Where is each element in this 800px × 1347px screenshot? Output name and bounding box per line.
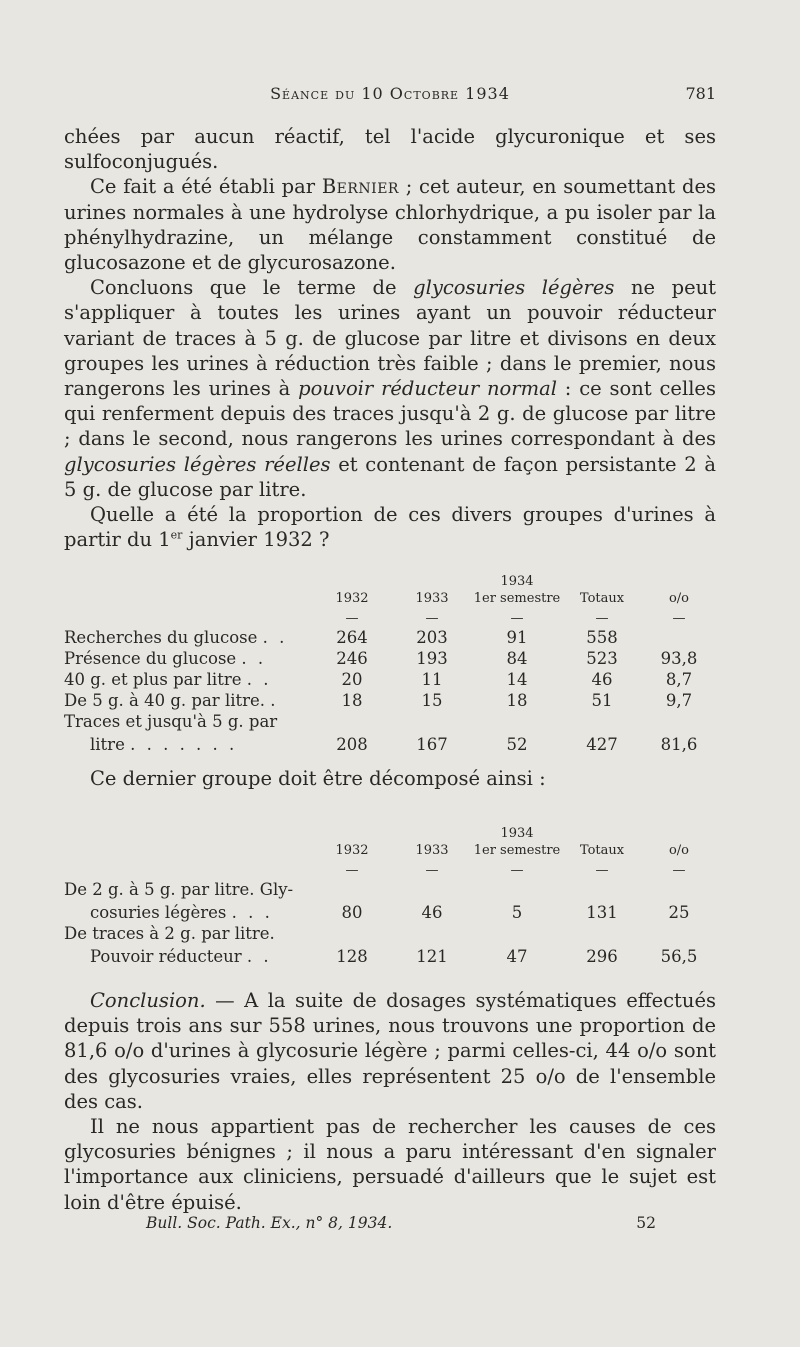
closing-paragraph: Il ne nous appartient pas de rechercher les causes de ces glycosuries bénignes ; il nous a paru intéressant d'en signaler l'importance aux cliniciens, persuadé d'ailleurs que le sujet est loin d'être épuisé. xyxy=(64,1115,716,1214)
p4-text-a: Quelle a été la proportion de ces divers groupes d'urines à partir du 1 xyxy=(64,503,716,552)
cell-percent: 8,7 xyxy=(665,670,693,689)
header-1934-semester: 1er semestre xyxy=(473,843,561,858)
dash: — xyxy=(425,611,439,626)
cell-1932: 246 xyxy=(336,649,368,668)
cell-totaux: 131 xyxy=(586,903,618,922)
table-row-label-continued xyxy=(64,710,716,731)
cell-1934: 14 xyxy=(506,670,528,689)
conclusion-section xyxy=(64,988,716,1215)
header-totaux: Totaux xyxy=(579,843,625,858)
cell-percent: 25 xyxy=(668,903,690,922)
leader-dots: . . xyxy=(262,628,288,647)
cell-1933: 11 xyxy=(421,670,443,689)
row-label-text: De traces à 2 g. par litre. xyxy=(64,924,275,943)
p3-italic-2: pouvoir réducteur normal xyxy=(298,377,557,401)
table-row xyxy=(64,647,716,668)
row-label-text: 40 g. et plus par litre xyxy=(64,670,242,689)
cell-1932: 80 xyxy=(341,903,363,922)
p3-italic-3: glycosuries légères réelles xyxy=(64,452,331,476)
p3-text-b: ne peut s'appliquer à toutes les urines ayant un pouvoir réducteur variant de traces à 5 g. de glucose par litre et divisons en deux groupes les urines à réduction très faible ; dans le premier, nous rangerons les urines à xyxy=(64,276,717,401)
header-percent: o/o xyxy=(668,843,690,858)
cell-1934: 47 xyxy=(506,947,528,966)
cell-1934: 52 xyxy=(506,735,528,754)
dash: — xyxy=(595,863,609,878)
dash: — xyxy=(345,863,359,878)
leader-dots: . . xyxy=(241,649,267,668)
paragraph-3 xyxy=(64,275,716,502)
p2-text-b: ; cet auteur, en soumettant des urines normales à une hydrolyse chlorhydrique, a pu isoler par la phénylhydrazine, un mélange constamment constitué de glucosazone et de glycurosazone. xyxy=(64,175,717,275)
cell-1933: 46 xyxy=(421,903,443,922)
middle-text: Ce dernier groupe doit être décomposé ainsi : xyxy=(90,767,546,790)
cell-1932: 18 xyxy=(341,691,363,710)
p2-text-a: Ce fait a été établi par xyxy=(90,175,322,199)
header-1932: 1932 xyxy=(335,591,369,606)
cell-1933: 121 xyxy=(416,947,448,966)
header-1932: 1932 xyxy=(335,843,369,858)
header-1933: 1933 xyxy=(415,843,449,858)
header-totaux: Totaux xyxy=(579,591,625,606)
cell-totaux: 427 xyxy=(586,735,618,754)
cell-percent: 56,5 xyxy=(660,947,698,966)
dash: — xyxy=(345,611,359,626)
body-text xyxy=(64,124,716,552)
cell-totaux: 523 xyxy=(586,649,618,668)
p3-italic-1: glycosuries légères xyxy=(413,276,615,300)
table-row xyxy=(64,689,716,710)
leader-dots: . xyxy=(270,691,279,710)
leader-dots: . . xyxy=(246,947,272,966)
page-number: 781 xyxy=(685,84,716,103)
row-label xyxy=(64,626,312,647)
conclusion-paragraph xyxy=(64,988,716,1114)
leader-dots: . . xyxy=(246,670,272,689)
conclusion-text: — A la suite de dosages systématiques effectués depuis trois ans sur 558 urines, nous trouvons une proportion de 81,6 o/o d'urines à glycosurie légère ; parmi celles-ci, 44 o/o sont des glycosuries vraies, elles représentent 25 o/o de l'ensemble des cas. xyxy=(64,989,716,1113)
row-label-text: litre xyxy=(90,735,125,754)
row-label xyxy=(64,689,312,710)
leader-dots: . . . xyxy=(231,903,273,922)
cell-1934: 18 xyxy=(506,691,528,710)
dash: — xyxy=(425,863,439,878)
dash: — xyxy=(672,863,686,878)
cell-totaux: 558 xyxy=(586,628,618,647)
header-1934-year: 1934 xyxy=(500,574,534,589)
table-row-label-continued xyxy=(64,922,716,943)
cell-1932: 264 xyxy=(336,628,368,647)
cell-1933: 193 xyxy=(416,649,448,668)
dash: — xyxy=(510,863,524,878)
running-header xyxy=(64,84,716,108)
cell-totaux: 46 xyxy=(591,670,613,689)
row-label-text: De 2 g. à 5 g. par litre. Gly- xyxy=(64,880,294,899)
header-percent: o/o xyxy=(668,591,690,606)
p3-text-d: et contenant de façon persistante 2 à 5 g. de glucose par litre. xyxy=(64,452,716,501)
dash: — xyxy=(595,611,609,626)
row-label xyxy=(64,943,312,966)
paragraph-2 xyxy=(64,174,716,275)
header-1933: 1933 xyxy=(415,591,449,606)
glucose-table xyxy=(64,570,716,754)
row-label xyxy=(64,899,312,922)
cell-percent: 9,7 xyxy=(665,691,693,710)
header-title: Séance du 10 Octobre 1934 xyxy=(270,84,510,103)
dash-row xyxy=(64,858,716,878)
table-row-label-continued xyxy=(64,878,716,899)
header-1934-year: 1934 xyxy=(500,826,534,841)
paragraph-1: chées par aucun réactif, tel l'acide glycuronique et ses sulfoconjugués. xyxy=(64,125,716,174)
table-header-row xyxy=(64,841,716,858)
footer xyxy=(146,1214,656,1232)
dash: — xyxy=(510,611,524,626)
cell-1934: 84 xyxy=(506,649,528,668)
row-label-text: Pouvoir réducteur xyxy=(90,947,242,966)
table-row xyxy=(64,668,716,689)
cell-percent: 81,6 xyxy=(660,735,698,754)
cell-1934: 5 xyxy=(511,903,523,922)
cell-totaux: 296 xyxy=(586,947,618,966)
cell-percent xyxy=(642,626,716,647)
p4-superscript: er xyxy=(170,528,183,542)
table-row xyxy=(64,731,716,754)
table-row xyxy=(64,626,716,647)
cell-1933: 15 xyxy=(421,691,443,710)
table-header-row-top xyxy=(64,570,716,589)
paragraph-4 xyxy=(64,502,716,552)
cell-1932: 128 xyxy=(336,947,368,966)
journal-reference: Bull. Soc. Path. Ex., n° 8, 1934. xyxy=(146,1214,393,1232)
cell-1932: 20 xyxy=(341,670,363,689)
table-header-row xyxy=(64,589,716,606)
header-1934-semester: 1er semestre xyxy=(473,591,561,606)
dash: — xyxy=(672,611,686,626)
p3-text-c: : ce sont celles qui renferment depuis des traces jusqu'à 2 g. de glucose par litre ; dans le second, nous rangerons les urines correspondant à des xyxy=(64,377,716,451)
cell-1932: 208 xyxy=(336,735,368,754)
row-label-text: Présence du glucose xyxy=(64,649,237,668)
conclusion-label: Conclusion. xyxy=(90,989,206,1012)
dash-row xyxy=(64,606,716,626)
row-label-text: De 5 g. à 40 g. par litre. xyxy=(64,691,266,710)
p4-text-b: janvier 1932 ? xyxy=(182,528,330,552)
p3-text-a: Concluons que le terme de xyxy=(90,276,414,300)
row-label xyxy=(64,731,312,754)
row-label xyxy=(64,668,312,689)
author-name: Bernier xyxy=(321,175,399,199)
table-row xyxy=(64,943,716,966)
leader-dots: . . . . . . . xyxy=(130,735,238,754)
cell-1933: 203 xyxy=(416,628,448,647)
row-label-text: cosuries légères xyxy=(90,903,227,922)
table-row xyxy=(64,899,716,922)
cell-percent: 93,8 xyxy=(660,649,698,668)
signature-mark: 52 xyxy=(636,1214,656,1232)
cell-1933: 167 xyxy=(416,735,448,754)
cell-totaux: 51 xyxy=(591,691,613,710)
row-label xyxy=(64,647,312,668)
decomposition-table xyxy=(64,822,716,966)
row-label-text: Recherches du glucose xyxy=(64,628,258,647)
table-header-row-top xyxy=(64,822,716,841)
cell-1934: 91 xyxy=(506,628,528,647)
row-label-text: Traces et jusqu'à 5 g. par xyxy=(64,712,278,731)
